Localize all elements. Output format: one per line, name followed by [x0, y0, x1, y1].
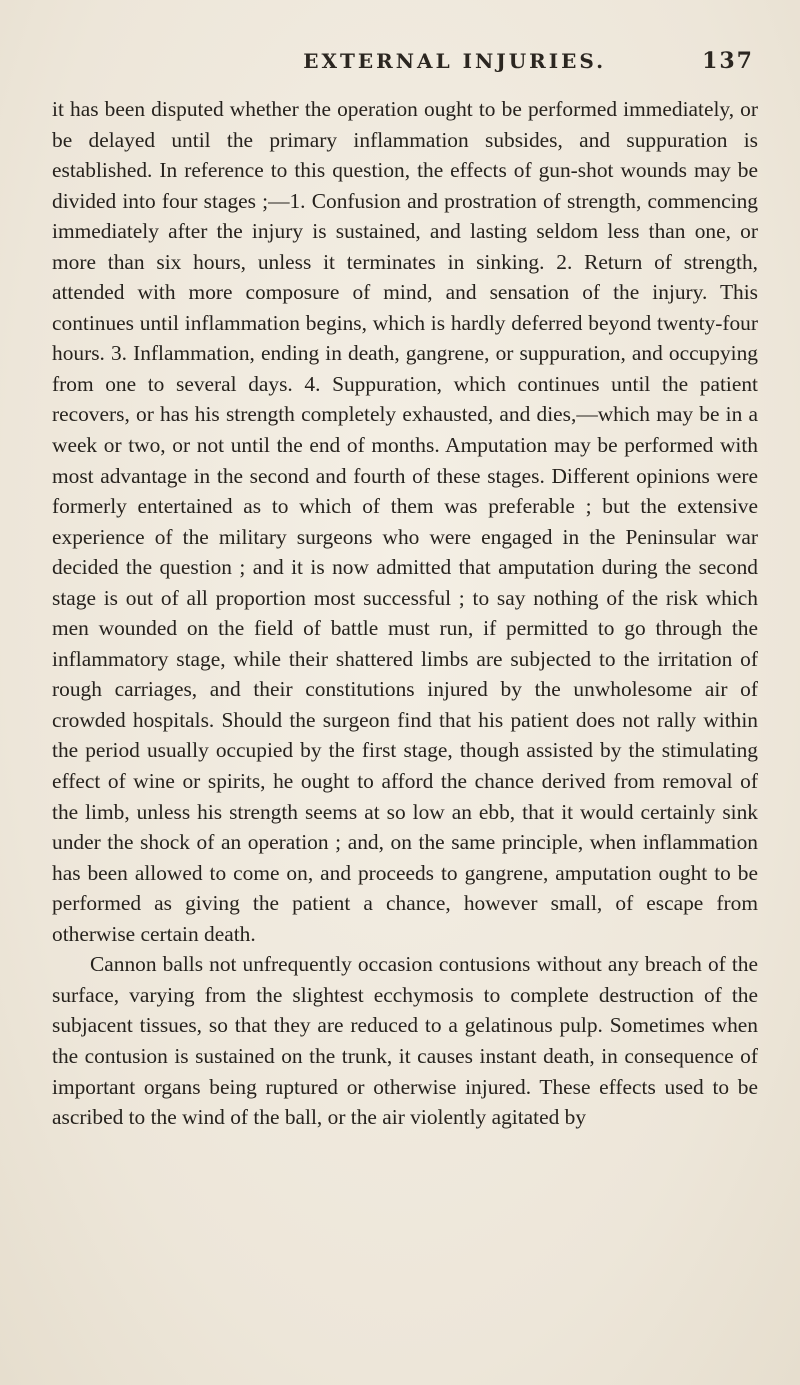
paragraph-2: Cannon balls not unfrequently occasion contusions without any breach of the surface, varying from the slightest ecchymosis to complete destruction of the subjacent tissues, so that they are reduced to a gelatinous pulp. Sometimes when the contusion is sustained on the trunk, it causes instant death, in consequence of important organs being ruptured or otherwise injured. These effects used to be ascribed to the wind of the ball, or the air violently agitated by [52, 952, 758, 1130]
running-head: EXTERNAL INJURIES. [303, 49, 607, 73]
page-number: 137 [702, 48, 754, 74]
page-header [52, 48, 758, 88]
body-text [52, 94, 758, 1133]
paragraph-1: it has been disputed whether the operation ought to be performed immediately, or be delayed until the primary inflammation subsides, and suppuration is established. In reference to this question, the effects of gun-shot wounds may be divided into four stages ;—1. Confusion and prostration of strength, commencing immediately after the injury is sustained, and lasting seldom less than one, or more than six hours, unless it terminates in sinking. 2. Return of strength, attended with more composure of mind, and sensation of the injury. This continues until inflammation begins, which is hardly deferred beyond twenty-four hours. 3. Inflammation, ending in death, gangrene, or suppuration, and occupying from one to several days. 4. Suppuration, which continues until the patient recovers, or has his strength completely exhausted, and dies,—which may be in a week or two, or not until the end of months. Amputation may be performed with most advantage in the second and fourth of these stages. Different opinions were formerly entertained as to which of them was preferable ; but the extensive experience of the military surgeons who were engaged in the Peninsular war decided the question ; and it is now admitted that amputation during the second stage is out of all proportion most successful ; to say nothing of the risk which men wounded on the field of battle must run, if permitted to go through the inflammatory stage, while their shattered limbs are subjected to the irritation of rough carriages, and their constitutions injured by the unwholesome air of crowded hospitals. Should the surgeon find that his patient does not rally within the period usually occupied by the first stage, though assisted by the stimulating effect of wine or spirits, he ought to afford the chance derived from removal of the limb, unless his strength seems at so low an ebb, that it would certainly sink under the shock of an operation ; and, on the same principle, when inflammation has been allowed to come on, and proceeds to gangrene, amputation ought to be performed as giving the patient a chance, however small, of escape from otherwise certain death. [52, 97, 758, 946]
